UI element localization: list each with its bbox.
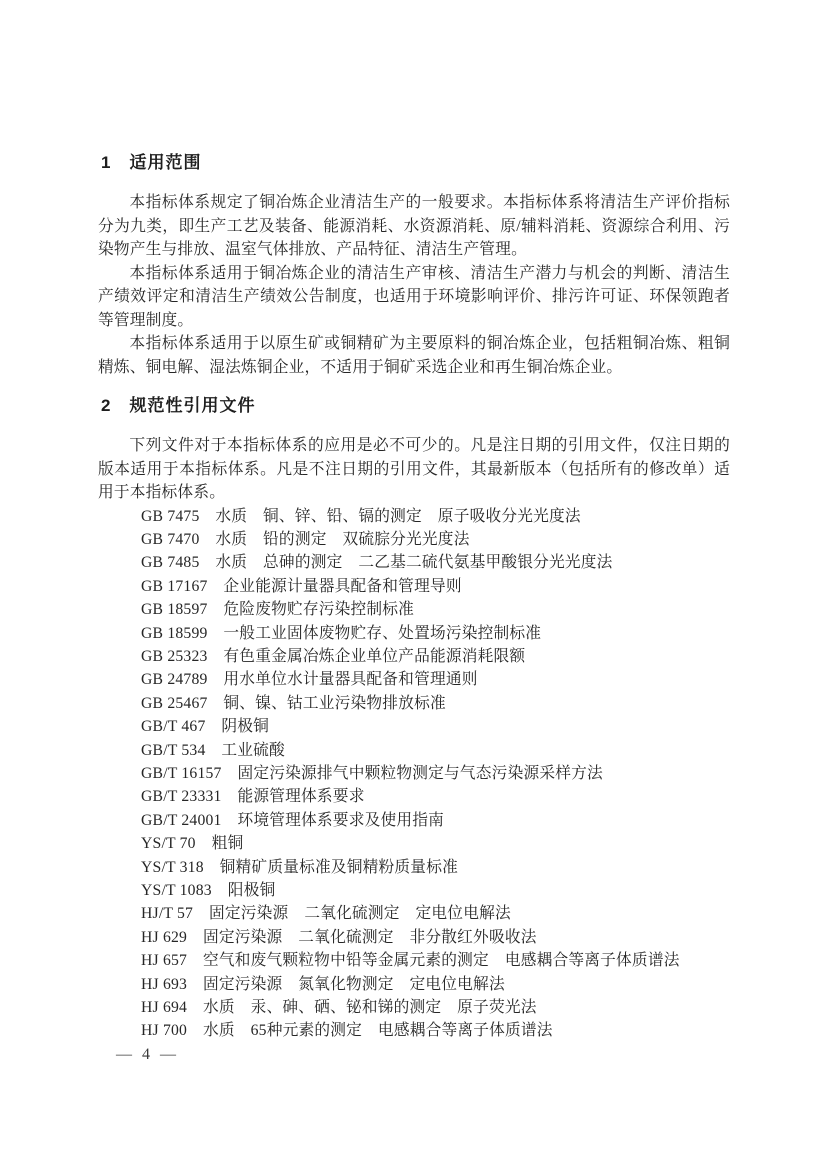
- section-2-paragraphs: [98, 434, 730, 505]
- reference-item: GB 18599 一般工业固体废物贮存、处置场污染控制标准: [141, 624, 542, 642]
- reference-item: GB 25323 有色重金属冶炼企业单位产品能源消耗限额: [141, 647, 526, 665]
- reference-item: YS/T 1083 阳极铜: [141, 882, 276, 899]
- reference-item: GB 25467 铜、镍、钴工业污染物排放标准: [141, 694, 446, 712]
- reference-item: GB 7475 水质 铜、锌、铅、镉的测定 原子吸收分光光度法: [141, 507, 581, 525]
- reference-item: GB/T 24001 环境管理体系要求及使用指南: [141, 811, 445, 829]
- reference-item: GB/T 467 阴极铜: [141, 718, 270, 736]
- section-1-paragraphs: [98, 191, 730, 379]
- reference-item: HJ 694 水质 汞、砷、硒、铋和锑的测定 原子荧光法: [141, 999, 537, 1017]
- reference-item: YS/T 70 粗铜: [141, 835, 244, 853]
- reference-item: GB 24789 用水单位水计量器具配备和管理通则: [141, 671, 478, 689]
- reference-item: HJ 657 空气和废气颗粒物中铅等金属元素的测定 电感耦合等离子体质谱法: [141, 952, 680, 970]
- section-2-heading: 2 规范性引用文件: [101, 396, 256, 415]
- reference-list: [98, 505, 730, 1043]
- reference-item: GB/T 23331 能源管理体系要求: [141, 788, 365, 806]
- reference-item: GB 17167 企业能源计量器具配备和管理导则: [141, 577, 462, 595]
- reference-item: HJ 629 固定污染源 二氧化硫测定 非分散红外吸收法: [141, 928, 537, 946]
- reference-item: GB/T 16157 固定污染源排气中颗粒物测定与气态污染源采样方法: [141, 764, 603, 782]
- reference-item: HJ/T 57 固定污染源 二氧化硫测定 定电位电解法: [141, 905, 511, 923]
- paragraph: 本指标体系适用于以原生矿或铜精矿为主要原料的铜冶炼企业，包括粗铜冶炼、粗铜精炼、铜电解、湿法炼铜企业，不适用于铜矿采选企业和再生铜冶炼企业。: [98, 335, 730, 376]
- paragraph: 本指标体系规定了铜冶炼企业清洁生产的一般要求。本指标体系将清洁生产评价指标分为九类，即生产工艺及装备、能源消耗、水资源消耗、原/辅料消耗、资源综合利用、污染物产生与排放、温室气体排放、产品特征、清洁生产管理。: [98, 194, 730, 258]
- document-content: [98, 153, 730, 1043]
- reference-item: HJ 700 水质 65种元素的测定 电感耦合等离子体质谱法: [141, 1022, 553, 1040]
- page-number: — 4 —: [116, 1046, 179, 1063]
- paragraph: 本指标体系适用于铜冶炼企业的清洁生产审核、清洁生产潜力与机会的判断、清洁生产绩效评定和清洁生产绩效公告制度，也适用于环境影响评价、排污许可证、环保领跑者等管理制度。: [98, 264, 730, 329]
- reference-item: YS/T 318 铜精矿质量标准及铜精粉质量标准: [141, 858, 458, 876]
- reference-item: GB/T 534 工业硫酸: [141, 741, 285, 759]
- reference-item: GB 7470 水质 铅的测定 双硫腙分光光度法: [141, 530, 470, 548]
- reference-item: GB 7485 水质 总砷的测定 二乙基二硫代氨基甲酸银分光光度法: [141, 554, 613, 572]
- reference-item: GB 18597 危险废物贮存污染控制标准: [141, 601, 415, 619]
- paragraph: 下列文件对于本指标体系的应用是必不可少的。凡是注日期的引用文件，仅注日期的版本适用于本指标体系。凡是不注日期的引用文件，其最新版本（包括所有的修改单）适用于本指标体系。: [98, 437, 730, 501]
- section-1-heading: 1 适用范围: [101, 153, 202, 172]
- reference-item: HJ 693 固定污染源 氮氧化物测定 定电位电解法: [141, 975, 505, 993]
- section-scope: [98, 153, 730, 379]
- section-normative-references: [98, 396, 730, 1043]
